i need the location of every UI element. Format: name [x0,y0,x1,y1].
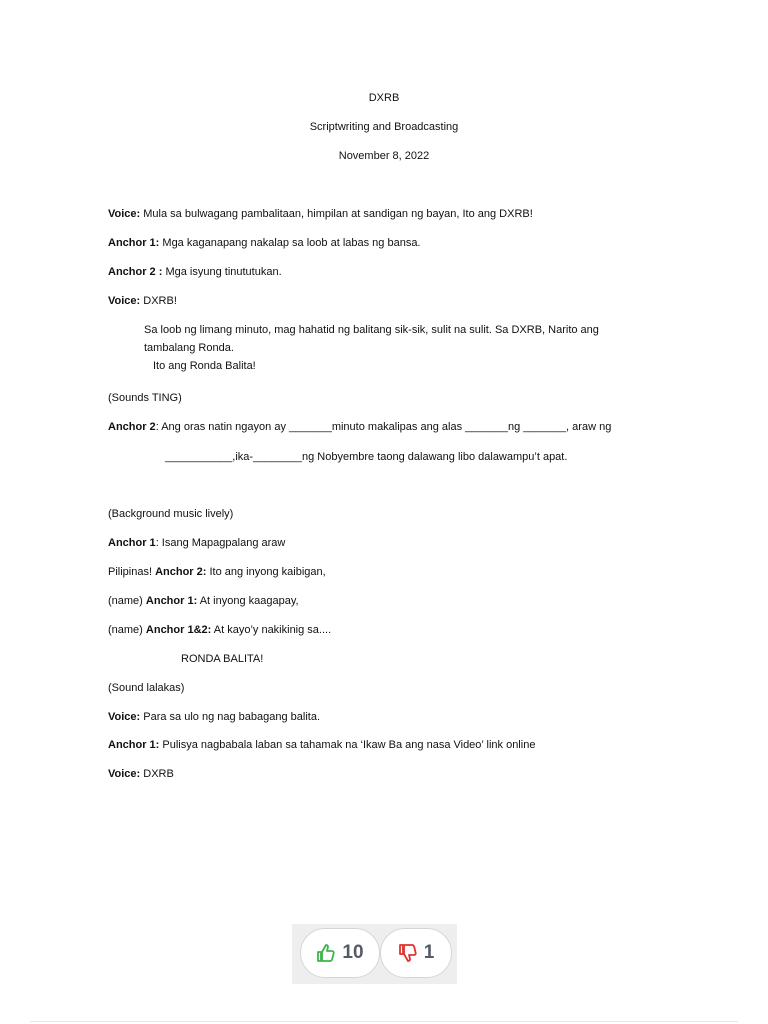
speaker-label: Anchor 1: [145,595,198,607]
sound-cue: (Sound lalakas) [108,682,185,694]
speaker-label: Anchor 2 [108,421,156,433]
intro-paragraph-line: Sa loob ng limang minuto, mag hahatid ng balitang sik-sik, sulit na sulit. Sa DXRB, Narito ang [144,324,599,336]
line-text: Para sa ulo ng nag babagang balita. [140,711,321,723]
line-prefix: (name) [108,624,146,636]
sound-cue: (Sounds TING) [108,392,182,404]
speaker-label: Voice: [108,208,141,220]
line-text: : Isang Mapagpalang araw [155,537,286,549]
script-line [108,236,421,250]
upvote-button[interactable] [300,928,380,978]
script-line [108,420,611,434]
script-line [108,767,174,781]
line-text: Pulisya nagbabala laban sa tahamak na ‘Ikaw Ba ang nasa Video’ link online [159,739,536,751]
script-line [108,623,331,637]
script-line [108,294,177,308]
script-line [108,738,535,752]
line-prefix: Pilipinas! [108,566,156,578]
script-line [108,565,326,579]
sound-cue: (Background music lively) [108,508,234,520]
line-text: At kayo’y nakikinig sa.... [211,624,332,636]
speaker-label: Voice: [108,711,141,723]
speaker-label: Voice: [108,768,141,780]
subject-title: Scriptwriting and Broadcasting [309,121,459,133]
date-blanks-line: ___________,ika-________ng Nobyembre taong dalawang libo dalawampu’t apat. [165,451,568,463]
script-line [108,594,299,608]
line-text: : Ang oras natin ngayon ay _______minuto makalipas ang alas _______ng _______, araw ng [155,421,612,433]
line-text: Ito ang inyong kaibigan, [206,566,326,578]
line-text: DXRB [140,768,174,780]
program-name: RONDA BALITA! [181,653,264,665]
script-line [108,265,282,279]
speaker-label: Anchor 1&2: [145,624,212,636]
speaker-label: Anchor 1 [108,537,156,549]
script-line [108,536,285,550]
footer-divider [30,1021,738,1022]
speaker-label: Voice: [108,295,141,307]
script-line [108,207,533,221]
script-line [108,710,320,724]
speaker-label: Anchor 2: [155,566,207,578]
speaker-label: Anchor 1: [108,739,160,751]
rating-bar [292,924,457,984]
line-text: Mga kaganapang nakalap sa loob at labas ng bansa. [159,237,421,249]
intro-paragraph-line: tambalang Ronda. [144,342,234,354]
thumbs-up-icon [316,943,336,963]
speaker-label: Anchor 2 : [108,266,163,278]
downvote-count: 1 [423,942,435,963]
thumbs-down-icon [398,943,418,963]
line-text: At inyong kaagapay, [197,595,299,607]
intro-paragraph-line: Ito ang Ronda Balita! [153,360,256,372]
line-text: Mula sa bulwagang pambalitaan, himpilan at sandigan ng bayan, Ito ang DXRB! [140,208,533,220]
line-prefix: (name) [108,595,146,607]
upvote-count: 10 [342,942,364,963]
speaker-label: Anchor 1: [108,237,160,249]
downvote-button[interactable] [380,928,452,978]
line-text: Mga isyung tinututukan. [162,266,282,278]
script-date: November 8, 2022 [338,150,430,162]
station-title: DXRB [368,92,400,104]
line-text: DXRB! [140,295,177,307]
